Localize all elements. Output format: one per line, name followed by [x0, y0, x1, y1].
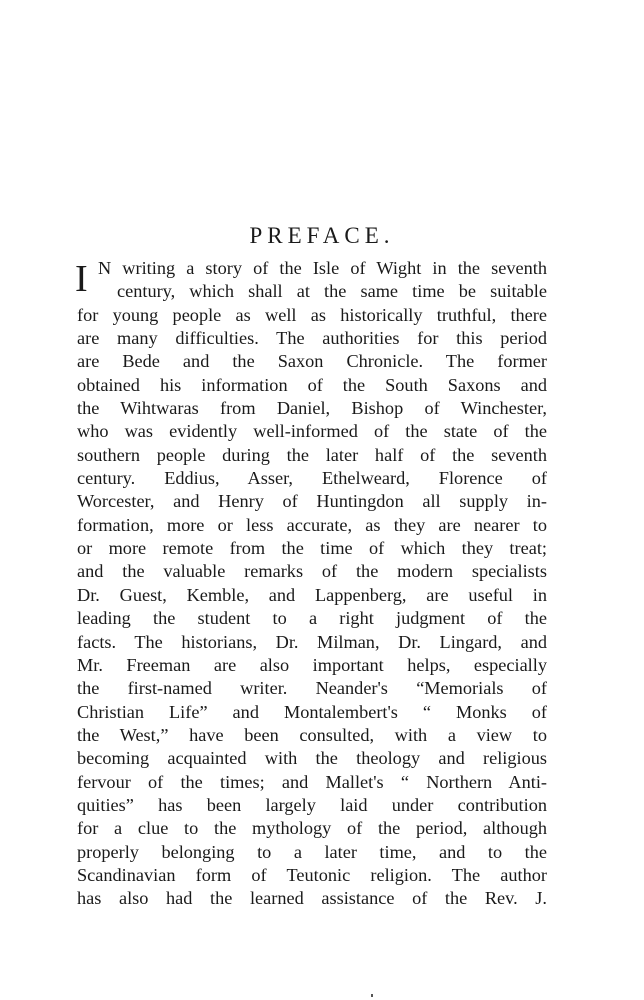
text-line-5: are Bede and the Saxon Chronicle. The former [77, 351, 547, 372]
text-line-28: has also had the learned assistance of the Rev. J. [77, 888, 547, 909]
text-line-16: leading the student to a right judgment of the [77, 608, 547, 629]
text-line-14: and the valuable remarks of the modern specialists [77, 561, 547, 582]
text-line-9: southern people during the later half of the seventh [77, 444, 547, 465]
preface-body [77, 257, 547, 911]
text-line-6: obtained his information of the South Saxons and [77, 374, 547, 395]
text-line-22: becoming acquainted with the theology and religious [77, 748, 547, 769]
text-line-27: Scandinavian form of Teutonic religion. The author [77, 864, 547, 885]
text-line-10: century. Eddius, Asser, Ethelweard, Florence of [77, 468, 547, 489]
text-line-25: for a clue to the mythology of the period, although [77, 818, 547, 839]
text-line-19: the first-named writer. Neander's “Memorials of [77, 678, 547, 699]
text-line-13: or more remote from the time of which they treat; [77, 538, 547, 559]
line-text: N writing a story of the Isle of Wight in the seventh [98, 258, 547, 278]
ink-speck [371, 994, 373, 997]
text-line-11: Worcester, and Henry of Huntingdon all supply in- [77, 491, 547, 512]
text-line-18: Mr. Freeman are also important helps, especially [77, 654, 547, 675]
text-line-24: quities” has been largely laid under contribution [77, 794, 547, 815]
text-line-15: Dr. Guest, Kemble, and Lappenberg, are useful in [77, 584, 547, 605]
text-line-26: properly belonging to a later time, and to the [77, 841, 547, 862]
text-line-2: century, which shall at the same time be suitable [117, 281, 547, 302]
text-line-20: Christian Life” and Montalembert's “ Monks of [77, 701, 547, 722]
text-line-17: facts. The historians, Dr. Milman, Dr. Lingard, and [77, 631, 547, 652]
text-line-7: the Wihtwaras from Daniel, Bishop of Winchester, [77, 398, 547, 419]
text-line-21: the West,” have been consulted, with a view to [77, 724, 547, 745]
text-line-12: formation, more or less accurate, as they are nearer to [77, 514, 547, 535]
text-line-8: who was evidently well-informed of the state of the [77, 421, 547, 442]
drop-cap: I [75, 258, 88, 300]
page-title: PREFACE. [249, 223, 395, 248]
text-line-4: are many difficulties. The authorities for this period [77, 328, 547, 349]
text-line-23: fervour of the times; and Mallet's “ Northern Anti- [77, 771, 547, 792]
text-line-3: for young people as well as historically truthful, there [77, 304, 547, 325]
